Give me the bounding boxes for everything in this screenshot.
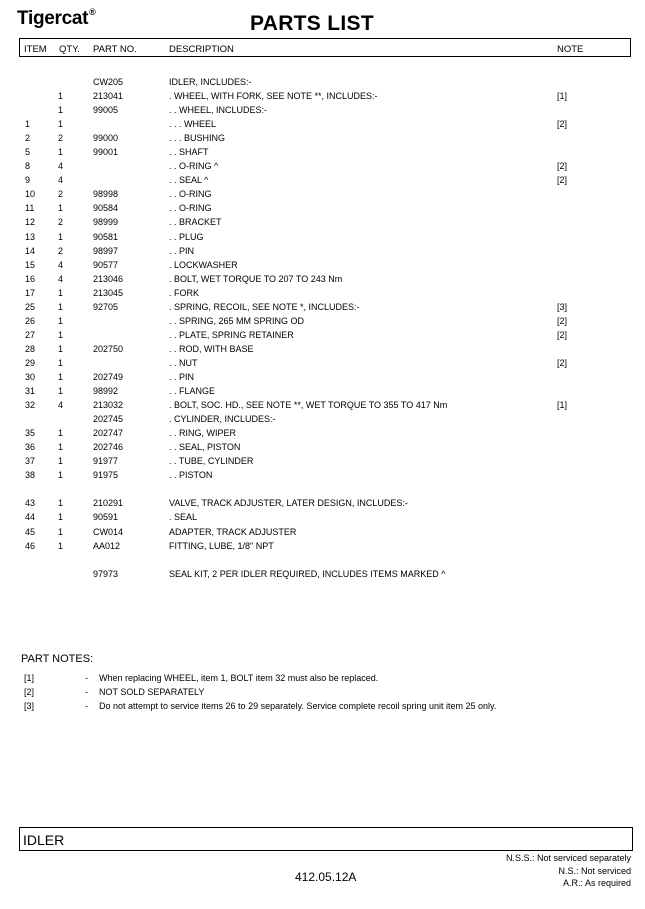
cell-description: . SPRING, RECOIL, SEE NOTE *, INCLUDES:- <box>169 301 360 312</box>
cell-item: 30 <box>25 371 36 382</box>
cell-description: . . PLATE, SPRING RETAINER <box>169 329 294 340</box>
cell-qty: 1 <box>58 287 64 298</box>
table-row <box>0 527 645 541</box>
cell-qty: 1 <box>58 329 64 340</box>
table-row <box>0 260 645 274</box>
cell-qty: 1 <box>58 91 64 102</box>
cell-description: . . PISTON <box>169 470 213 481</box>
abbreviation-legend <box>506 852 631 890</box>
cell-qty: 4 <box>58 273 64 284</box>
note-dash: - <box>85 687 88 697</box>
table-row <box>0 414 645 428</box>
column-header-description: DESCRIPTION <box>169 44 234 55</box>
cell-part-no: 210291 <box>93 498 124 509</box>
table-row <box>0 316 645 330</box>
legend-line: A.R.: As required <box>562 878 631 888</box>
cell-item: 46 <box>25 540 36 551</box>
cell-description: . . ROD, WITH BASE <box>169 343 254 354</box>
cell-item: 17 <box>25 287 36 298</box>
note-ref: [2] <box>24 687 35 697</box>
cell-part-no: 213046 <box>93 273 124 284</box>
table-row <box>0 203 645 217</box>
cell-qty: 1 <box>58 105 64 116</box>
cell-qty: 1 <box>58 231 64 242</box>
note-dash: - <box>85 673 88 683</box>
cell-description: . CYLINDER, INCLUDES:- <box>169 414 276 425</box>
cell-description: . . . WHEEL <box>169 119 217 130</box>
table-row <box>0 302 645 316</box>
table-row <box>0 400 645 414</box>
table-row <box>0 274 645 288</box>
cell-part-no: 99001 <box>93 147 119 158</box>
cell-qty: 1 <box>58 498 64 509</box>
cell-item: 9 <box>25 175 31 186</box>
cell-part-no: 202745 <box>93 414 124 425</box>
cell-description: . . SEAL, PISTON <box>169 442 241 453</box>
cell-part-no: CW014 <box>93 526 124 537</box>
table-row <box>0 386 645 400</box>
cell-description: IDLER, INCLUDES:- <box>169 77 252 87</box>
cell-item: 11 <box>25 203 35 214</box>
cell-description: . . PIN <box>169 245 195 256</box>
legend-line: N.S.S.: Not serviced separately <box>505 853 631 863</box>
table-row <box>0 161 645 175</box>
cell-qty: 1 <box>58 386 64 397</box>
table-row <box>0 147 645 161</box>
cell-description: . . . BUSHING <box>169 133 226 144</box>
cell-qty: 1 <box>58 371 64 382</box>
cell-part-no: 92705 <box>93 301 119 312</box>
cell-item: 44 <box>25 512 36 523</box>
cell-part-no: 90584 <box>93 203 119 214</box>
cell-item: 35 <box>25 428 36 439</box>
document-number: 412.05.12A <box>295 870 357 884</box>
cell-qty: 1 <box>58 343 64 354</box>
cell-part-no: 213032 <box>93 400 124 411</box>
table-row <box>0 232 645 246</box>
cell-description: . . FLANGE <box>169 386 216 397</box>
cell-description: . . PLUG <box>169 231 204 242</box>
cell-description: . . SEAL ^ <box>169 175 209 186</box>
cell-item: 8 <box>25 161 31 172</box>
cell-part-no: 98999 <box>93 217 119 228</box>
cell-qty: 2 <box>58 189 64 200</box>
cell-item: 38 <box>25 470 36 481</box>
note-ref: [1] <box>24 673 35 683</box>
cell-item: 15 <box>25 259 36 270</box>
cell-part-no: 90577 <box>93 259 119 270</box>
cell-description: SEAL KIT, 2 PER IDLER REQUIRED, INCLUDES ITEMS MARKED ^ <box>169 568 446 579</box>
registered-mark: ® <box>89 7 96 17</box>
cell-description: FITTING, LUBE, 1/8" NPT <box>169 540 274 551</box>
cell-qty: 4 <box>58 161 64 172</box>
table-row <box>0 512 645 526</box>
cell-qty: 4 <box>58 259 64 270</box>
cell-qty: 2 <box>58 133 64 144</box>
table-row <box>0 470 645 484</box>
cell-item: 31 <box>25 386 36 397</box>
cell-qty: 1 <box>58 526 64 537</box>
cell-note: [1] <box>557 400 568 411</box>
cell-description: . . O-RING <box>169 203 212 214</box>
cell-qty: 1 <box>58 470 64 481</box>
cell-note: [2] <box>557 315 568 326</box>
cell-item: 16 <box>25 273 36 284</box>
cell-description: . SEAL <box>169 512 198 523</box>
cell-item: 5 <box>25 147 31 158</box>
cell-part-no: 202750 <box>93 343 124 354</box>
table-row <box>0 555 645 569</box>
cell-part-no: 202747 <box>93 428 124 439</box>
table-row <box>0 442 645 456</box>
column-header-item: ITEM <box>24 44 47 55</box>
table-row <box>0 541 645 555</box>
cell-part-no: 99000 <box>93 133 119 144</box>
cell-qty: 1 <box>58 119 64 130</box>
cell-description: ADAPTER, TRACK ADJUSTER <box>169 526 297 537</box>
cell-description: . . SHAFT <box>169 147 209 158</box>
cell-item: 36 <box>25 442 36 453</box>
cell-qty: 1 <box>58 540 64 551</box>
table-row <box>0 119 645 133</box>
cell-description: . . SPRING, 265 MM SPRING OD <box>169 315 305 326</box>
cell-part-no: 97973 <box>93 568 119 579</box>
cell-description: . . BRACKET <box>169 217 222 228</box>
cell-item: 27 <box>25 329 36 340</box>
table-row <box>0 77 645 91</box>
cell-qty: 1 <box>58 315 64 326</box>
cell-description: . WHEEL, WITH FORK, SEE NOTE **, INCLUDES:- <box>169 91 378 102</box>
table-row <box>0 189 645 203</box>
cell-part-no: 202749 <box>93 371 124 382</box>
cell-item: 43 <box>25 498 36 509</box>
column-header-note: NOTE <box>557 44 584 55</box>
table-row <box>0 569 645 583</box>
table-row <box>0 428 645 442</box>
part-notes-title: PART NOTES: <box>21 653 94 665</box>
parts-table-body <box>0 77 645 583</box>
cell-item: 10 <box>25 189 36 200</box>
cell-qty: 2 <box>58 245 64 256</box>
cell-qty: 1 <box>58 301 64 312</box>
cell-item: 25 <box>25 301 36 312</box>
note-text: When replacing WHEEL, item 1, BOLT item 32 must also be replaced. <box>99 673 379 683</box>
brand-name: Tigercat <box>17 8 89 29</box>
cell-qty: 1 <box>58 512 64 523</box>
cell-qty: 2 <box>58 217 64 228</box>
table-row <box>0 175 645 189</box>
table-row <box>0 133 645 147</box>
cell-note: [3] <box>557 301 568 312</box>
cell-qty: 4 <box>58 400 64 411</box>
column-header-part-no: PART NO. <box>93 44 137 55</box>
part-note <box>0 701 645 715</box>
cell-part-no: 90581 <box>93 231 119 242</box>
cell-description: . . WHEEL, INCLUDES:- <box>169 105 268 116</box>
table-row <box>0 288 645 302</box>
cell-qty: 1 <box>58 428 64 439</box>
section-title: IDLER <box>23 832 65 848</box>
cell-qty: 1 <box>58 147 64 158</box>
table-row <box>0 372 645 386</box>
cell-part-no: 98997 <box>93 245 119 256</box>
cell-item: 28 <box>25 343 36 354</box>
cell-note: [2] <box>557 175 568 186</box>
column-header-qty: QTY. <box>59 44 80 55</box>
note-text: Do not attempt to service items 26 to 29 separately. Service complete recoil spring unit item 25 only. <box>99 701 497 711</box>
table-row <box>0 217 645 231</box>
cell-description: . BOLT, SOC. HD., SEE NOTE **, WET TORQUE TO 355 TO 417 Nm <box>169 400 448 411</box>
cell-qty: 1 <box>58 203 64 214</box>
table-row <box>0 456 645 470</box>
cell-part-no: 91977 <box>93 456 119 467</box>
cell-item: 1 <box>25 119 31 130</box>
cell-note: [1] <box>557 91 568 102</box>
cell-note: [2] <box>557 357 568 368</box>
cell-part-no: 91975 <box>93 470 119 481</box>
cell-item: 37 <box>25 456 36 467</box>
cell-item: 2 <box>25 133 31 144</box>
cell-note: [2] <box>557 119 568 130</box>
cell-description: . . RING, WIPER <box>169 428 237 439</box>
cell-part-no: 213041 <box>93 91 124 102</box>
cell-item: 13 <box>25 231 36 242</box>
cell-part-no: AA012 <box>93 540 121 551</box>
cell-part-no: 99005 <box>93 105 119 116</box>
cell-description: . FORK <box>169 287 200 298</box>
cell-note: [2] <box>557 161 568 172</box>
note-ref: [3] <box>24 701 35 711</box>
brand-logo <box>17 8 96 30</box>
cell-description: . LOCKWASHER <box>169 259 238 270</box>
cell-part-no: 213045 <box>93 287 124 298</box>
cell-part-no: 202746 <box>93 442 124 453</box>
cell-item: 45 <box>25 526 36 537</box>
cell-part-no: 90591 <box>93 512 119 523</box>
table-row <box>0 484 645 498</box>
table-row <box>0 246 645 260</box>
cell-description: . . O-RING <box>169 189 212 200</box>
cell-note: [2] <box>557 329 568 340</box>
cell-description: . BOLT, WET TORQUE TO 207 TO 243 Nm <box>169 273 343 284</box>
note-text: NOT SOLD SEPARATELY <box>99 687 205 697</box>
cell-description: . . PIN <box>169 371 195 382</box>
note-dash: - <box>85 701 88 711</box>
cell-description: . . TUBE, CYLINDER <box>169 456 254 467</box>
table-row <box>0 498 645 512</box>
cell-qty: 4 <box>58 175 64 186</box>
cell-part-no: 98998 <box>93 189 119 200</box>
section-title-box <box>19 827 633 851</box>
cell-item: 29 <box>25 357 36 368</box>
cell-description: . . NUT <box>169 357 198 368</box>
table-row <box>0 91 645 105</box>
cell-qty: 1 <box>58 456 64 467</box>
legend-line: N.S.: Not serviced <box>558 865 631 876</box>
cell-qty: 1 <box>58 357 64 368</box>
table-row <box>0 358 645 372</box>
cell-part-no: 98992 <box>93 386 119 397</box>
cell-description: VALVE, TRACK ADJUSTER, LATER DESIGN, INCLUDES:- <box>169 498 408 509</box>
cell-item: 14 <box>25 245 36 256</box>
table-row <box>0 344 645 358</box>
cell-qty: 1 <box>58 442 64 453</box>
cell-part-no: CW205 <box>93 77 124 87</box>
cell-description: . . O-RING ^ <box>169 161 219 172</box>
cell-item: 26 <box>25 315 36 326</box>
cell-item: 12 <box>25 217 36 228</box>
cell-item: 32 <box>25 400 36 411</box>
part-note <box>0 673 645 687</box>
page-title: PARTS LIST <box>250 12 374 35</box>
table-row <box>0 330 645 344</box>
table-row <box>0 105 645 119</box>
part-note <box>0 687 645 701</box>
